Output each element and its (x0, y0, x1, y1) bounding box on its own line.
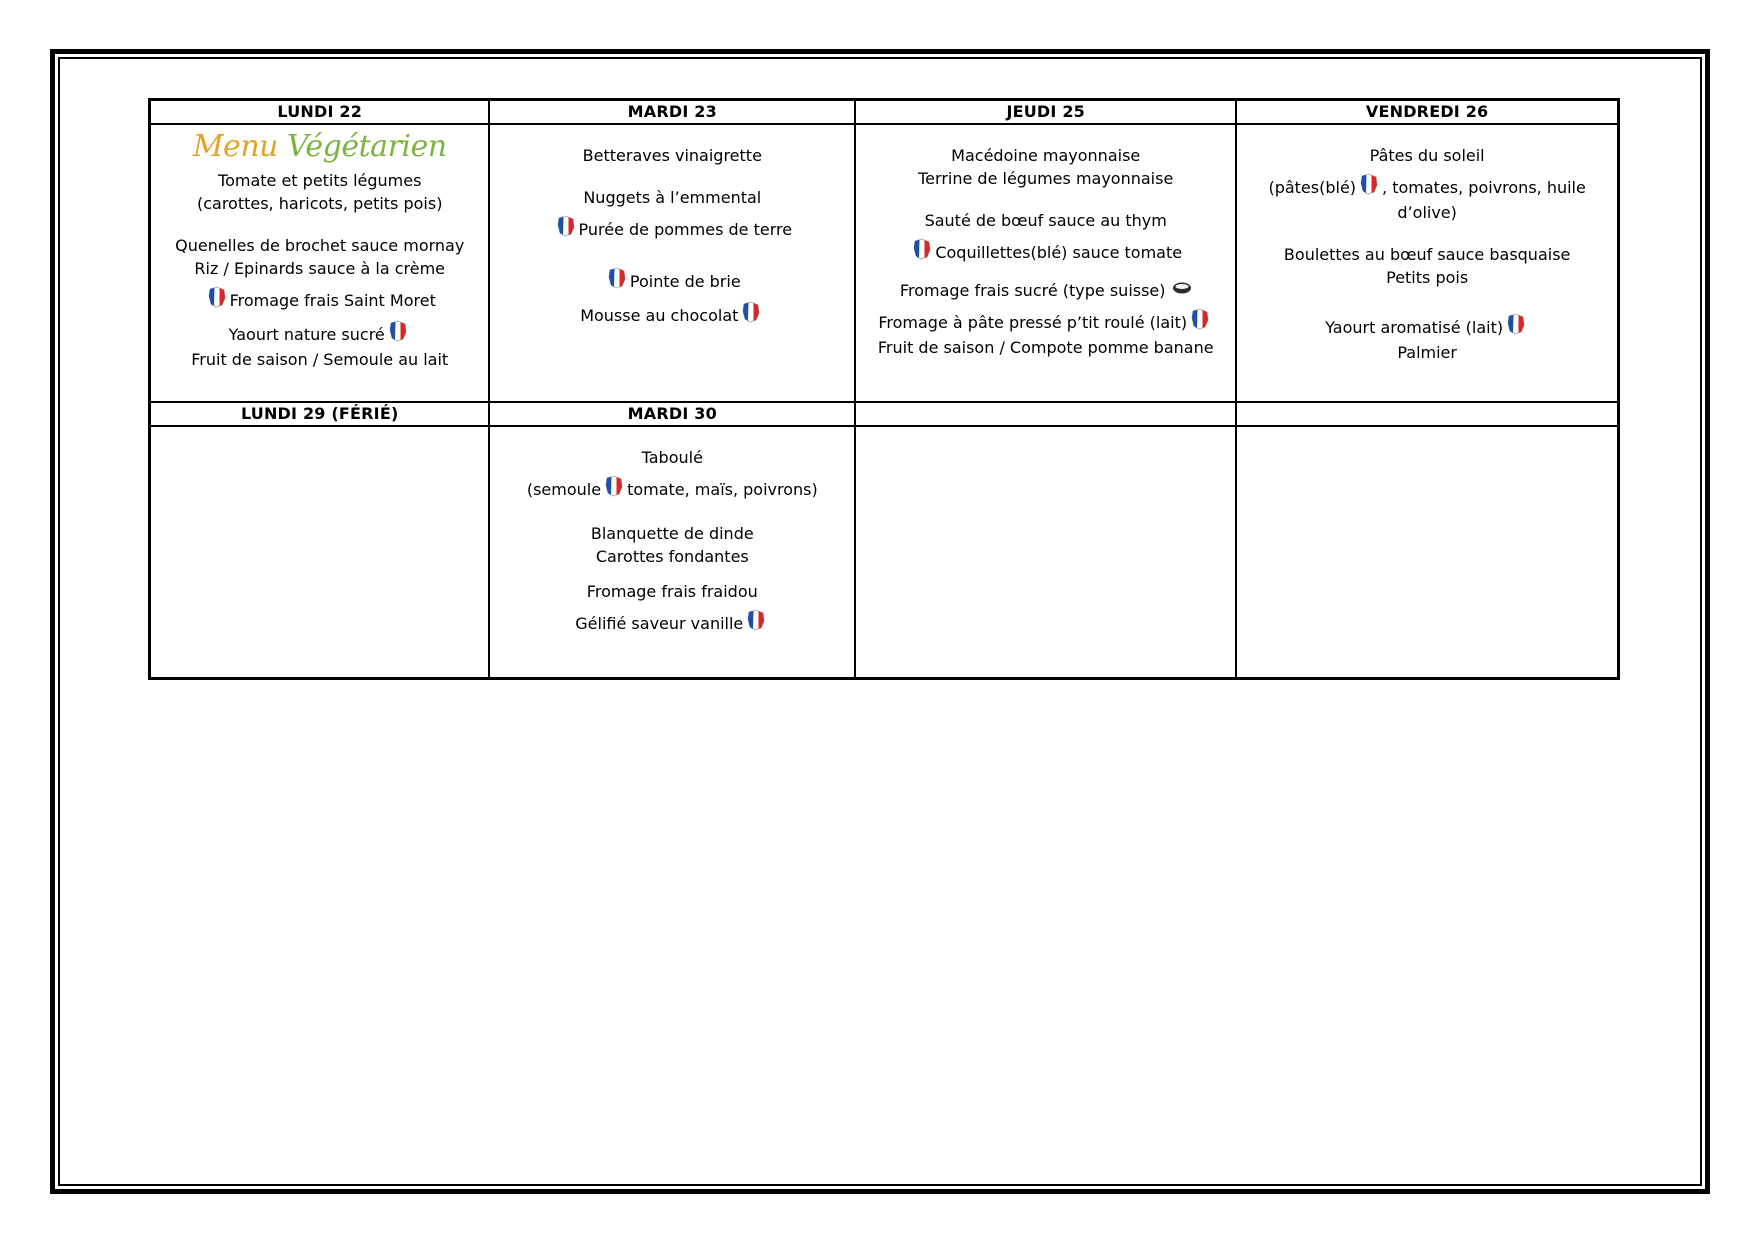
dish-line-with-flag (490, 267, 854, 295)
dish-line: d’olive) (1397, 203, 1457, 222)
menu-cell-mardi-23 (489, 124, 855, 402)
dish-line-with-flag (490, 609, 854, 637)
menu-cell-jeudi-25 (855, 124, 1236, 402)
dish-line: Quenelles de brochet sauce mornay (175, 236, 465, 255)
france-flag-icon (556, 215, 576, 243)
dish-line: Taboulé (641, 448, 703, 467)
veg-logo-part1: Menu (192, 129, 287, 164)
dish-line-with-flag (1237, 313, 1617, 341)
dish-text: Fromage frais sucré (type suisse) (899, 281, 1166, 300)
france-flag-icon (746, 609, 766, 637)
dish-line: Tomate et petits légumes (218, 171, 422, 190)
menu-cell-lundi-22 (150, 124, 490, 402)
dish-line: Macédoine mayonnaise (951, 146, 1141, 165)
dish-text: Fromage à pâte pressé p’tit roulé (lait) (878, 313, 1188, 332)
dish-line: Blanquette de dinde (590, 524, 754, 543)
dish-line: Petits pois (1386, 268, 1469, 287)
dish-text: Coquillettes(blé) sauce tomate (935, 243, 1183, 262)
france-flag-icon (604, 475, 624, 503)
dish-text: tomate, maïs, poivrons) (627, 480, 818, 499)
dish-line-with-flag (490, 475, 854, 503)
dish-text: Yaourt nature sucré (228, 325, 385, 344)
day-header: LUNDI 22 (150, 100, 490, 125)
dish-line-with-flag (1237, 173, 1617, 201)
menu-cell-empty (1236, 426, 1618, 679)
france-flag-icon (1190, 308, 1210, 336)
france-flag-icon (912, 238, 932, 266)
dish-line: Boulettes au bœuf sauce basquaise (1283, 245, 1571, 264)
france-flag-icon (1506, 313, 1526, 341)
dish-text: , tomates, poivrons, huile (1382, 178, 1586, 197)
france-flag-icon (207, 286, 227, 314)
day-header: LUNDI 29 (FÉRIÉ) (150, 402, 490, 426)
dish-line: Fromage frais fraidou (586, 582, 758, 601)
menu-cell-mardi-30 (489, 426, 855, 679)
dish-line: (carottes, haricots, petits pois) (196, 194, 443, 213)
menu-cell-lundi-29 (150, 426, 490, 679)
dish-line: Pâtes du soleil (1369, 146, 1485, 165)
france-flag-icon (1359, 173, 1379, 201)
dish-line-with-flag (856, 238, 1235, 266)
dish-line: Fruit de saison / Compote pomme banane (877, 338, 1214, 357)
dish-line: Palmier (1397, 343, 1457, 362)
dish-line-with-flag (490, 301, 854, 329)
dish-text: (semoule (526, 480, 602, 499)
dish-line: Carottes fondantes (595, 547, 749, 566)
cheese-icon (1172, 278, 1192, 301)
dish-text: Pointe de brie (629, 272, 741, 291)
menu-cell-vendredi-26 (1236, 124, 1618, 402)
dish-text: Mousse au chocolat (580, 306, 739, 325)
day-header: MARDI 30 (489, 402, 855, 426)
day-header: VENDREDI 26 (1236, 100, 1618, 125)
dish-line-with-icon (856, 278, 1235, 302)
france-flag-icon (388, 320, 408, 348)
dish-line-with-flag (151, 286, 488, 314)
dish-line: Riz / Epinards sauce à la crème (194, 259, 446, 278)
dish-line-with-flag (490, 215, 854, 243)
dish-text: Gélifié saveur vanille (575, 614, 744, 633)
dish-line: Nuggets à l’emmental (583, 188, 762, 207)
dish-line: Sauté de bœuf sauce au thym (924, 211, 1167, 230)
dish-line: Terrine de légumes mayonnaise (918, 169, 1174, 188)
dish-text: Yaourt aromatisé (lait) (1325, 318, 1504, 337)
dish-text: Fromage frais Saint Moret (229, 291, 436, 310)
day-header (1236, 402, 1618, 426)
dish-line-with-flag (151, 320, 488, 348)
dish-line: Betteraves vinaigrette (582, 146, 762, 165)
dish-line-with-flag (856, 308, 1235, 336)
menu-table (148, 98, 1620, 680)
veg-logo-part2: Végétarien (287, 129, 447, 164)
day-header (855, 402, 1236, 426)
dish-text: (pâtes(blé) (1268, 178, 1357, 197)
menu-cell-empty (855, 426, 1236, 679)
vegetarian-menu-logo (151, 129, 488, 165)
day-header: JEUDI 25 (855, 100, 1236, 125)
day-header: MARDI 23 (489, 100, 855, 125)
dish-line: Fruit de saison / Semoule au lait (191, 350, 449, 369)
france-flag-icon (607, 267, 627, 295)
france-flag-icon (741, 301, 761, 329)
dish-text: Purée de pommes de terre (578, 220, 793, 239)
